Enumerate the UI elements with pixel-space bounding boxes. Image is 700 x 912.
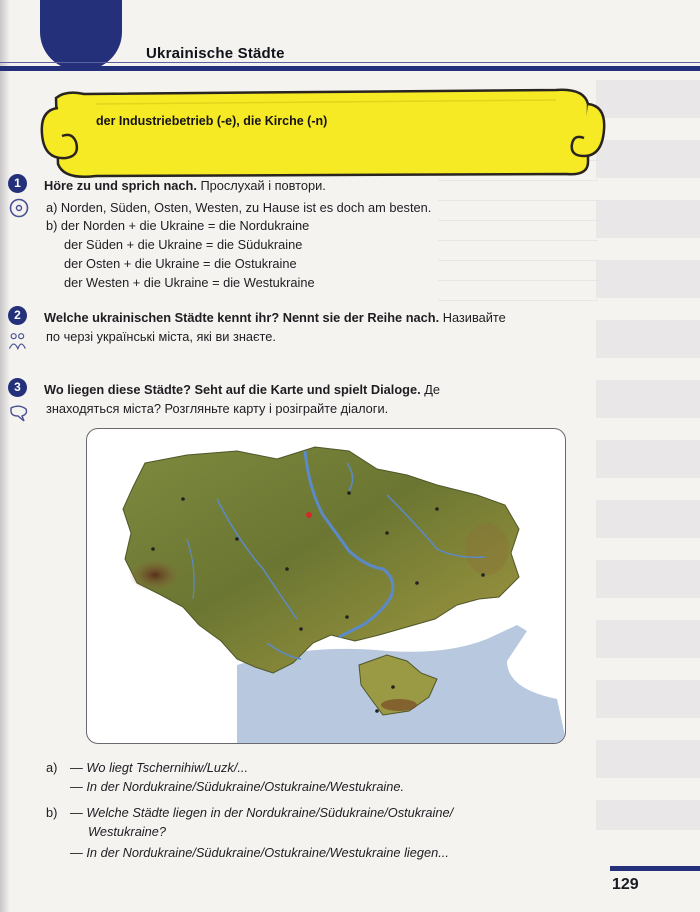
dialogue-a-label: a) (46, 760, 58, 775)
footer-rule (610, 866, 700, 871)
vocabulary-banner (36, 84, 608, 184)
dialogue-icon (8, 404, 30, 424)
audio-cd-icon (8, 198, 30, 218)
page-title: Ukrainische Städte (146, 45, 285, 62)
exercise-1-number: 1 (8, 174, 27, 193)
header-rule (0, 66, 700, 71)
exercise-3-number: 3 (8, 378, 27, 397)
page-gutter-shadow (0, 0, 10, 912)
dialogue-b-line-2: Westukraine? (88, 824, 167, 839)
exercise-2-instruction-ua-start: Називайте (442, 310, 506, 325)
exercise-2-number: 2 (8, 306, 27, 325)
dialogue-a-line-1: — Wo liegt Tschernihiw/Luzk/... (70, 760, 249, 775)
page-number: 129 (612, 876, 639, 893)
exercise-2-line-2: по черзі українські міста, які ви знаєте. (46, 329, 276, 344)
exercise-1-instruction (44, 178, 326, 193)
exercise-1-line-b3: der Osten + die Ukraine = die Ostukraine (64, 256, 297, 271)
dialogue-b-line-1: — Welche Städte liegen in der Nordukraine/Südukraine/Ostukraine/ (70, 805, 454, 820)
exercise-1-line-a: a) Norden, Süden, Osten, Westen, zu Hause ist es doch am besten. (46, 200, 432, 215)
group-work-icon (6, 332, 28, 352)
dialogue-b-label: b) (46, 805, 58, 820)
exercise-3-line-2: знаходяться міста? Розгляньте карту і розіграйте діалоги. (46, 401, 389, 416)
exercise-1-instruction-ua: Прослухай і повтори. (200, 178, 326, 193)
show-through-background (596, 80, 700, 830)
chapter-tab (40, 0, 122, 70)
exercise-1-line-b4: der Westen + die Ukraine = die Westukraine (64, 275, 315, 290)
banner-vocabulary-text: der Industriebetrieb (-e), die Kirche (-n) (96, 114, 328, 128)
dialogue-b-line-3: — In der Nordukraine/Südukraine/Ostukraine/Westukraine liegen... (70, 845, 449, 860)
exercise-1-line-b1: b) der Norden + die Ukraine = die Nordukraine (46, 218, 310, 233)
ukraine-physical-map (87, 429, 566, 744)
scroll-shape (36, 84, 608, 184)
exercise-3-line-1 (44, 382, 440, 397)
exercise-3-instruction-ua-start: Де (424, 382, 440, 397)
exercise-2-line-1 (44, 310, 506, 325)
exercise-3-instruction-de: Wo liegen diese Städte? Seht auf die Karte und spielt Dialoge. (44, 382, 421, 397)
ukraine-map (86, 428, 566, 744)
dialogue-a-line-2: — In der Nordukraine/Südukraine/Ostukraine/Westukraine. (70, 779, 405, 794)
header-rule-thin (0, 62, 700, 63)
exercise-1-instruction-de: Höre zu und sprich nach. (44, 178, 197, 193)
exercise-2-instruction-de: Welche ukrainischen Städte kennt ihr? Nennt sie der Reihe nach. (44, 310, 440, 325)
exercise-1-line-b2: der Süden + die Ukraine = die Südukraine (64, 237, 303, 252)
